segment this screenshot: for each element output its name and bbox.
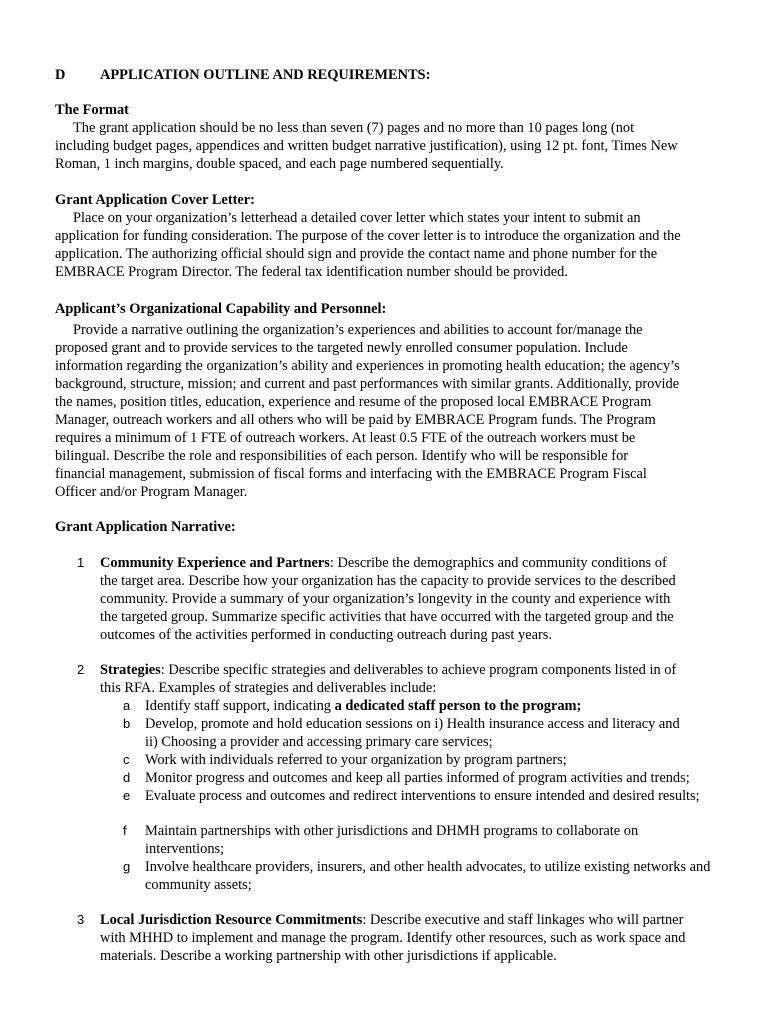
sub-letter: g — [123, 859, 131, 874]
list-item-line: materials. Describe a working partnership with other jurisdictions if applicable. — [100, 948, 557, 964]
sub-item-text: Evaluate process and outcomes and redirect interventions to ensure intended and desired results; — [145, 788, 700, 804]
sub-letter: b — [123, 716, 131, 731]
cover-letter-line: EMBRACE Program Director. The federal tax identification number should be provided. — [55, 264, 568, 280]
sub-item-text: Develop, promote and hold education sessions on i) Health insurance access and literacy and — [145, 716, 680, 732]
list-item — [100, 661, 676, 679]
capability-heading: Applicant’s Organizational Capability and Personnel: — [55, 301, 387, 317]
sub-item-text: Monitor progress and outcomes and keep all parties informed of program activities and trends; — [145, 770, 690, 786]
sub-letter: e — [123, 788, 131, 803]
list-item-title: Local Jurisdiction Resource Commitments — [100, 912, 363, 928]
list-item-line: outcomes of the activities performed in conducting outreach during past years. — [100, 627, 552, 643]
sub-letter: d — [123, 770, 131, 785]
capability-line: the names, position titles, education, experience and resume of the proposed local EMBRACE Program — [55, 394, 652, 410]
capability-line: proposed grant and to provide services to the targeted newly enrolled consumer population. Include — [55, 340, 628, 356]
list-item-line: the targeted group. Summarize specific activities that have occurred with the targeted group and the — [100, 609, 674, 625]
cover-letter-line: Place on your organization’s letterhead a detailed cover letter which states your intent to submit an — [73, 210, 641, 226]
list-item-text: : Describe the demographics and community conditions of — [329, 555, 667, 571]
capability-line: requires a minimum of 1 FTE of outreach workers. At least 0.5 FTE of the outreach workers must be — [55, 430, 636, 446]
sub-item-text: Involve healthcare providers, insurers, and other health advocates, to utilize existing networks and — [145, 859, 711, 875]
sub-item — [145, 697, 581, 715]
cover-letter-line: application. The authorizing official should sign and provide the contact name and phone number for the — [55, 246, 658, 262]
section-letter: D — [55, 67, 66, 83]
format-line: Roman, 1 inch margins, double spaced, and each page numbered sequentially. — [55, 156, 504, 172]
sub-item-continuation: ii) Choosing a provider and accessing primary care services; — [145, 734, 493, 750]
capability-line: financial management, submission of fiscal forms and interfacing with the EMBRACE Program Fiscal — [55, 466, 647, 482]
capability-line: background, structure, mission; and current and past performances with similar grants. Additionally, provide — [55, 376, 680, 392]
list-number: 3 — [77, 912, 85, 927]
sub-item-continuation: community assets; — [145, 877, 252, 893]
capability-line: Manager, outreach workers and all others who will be paid by EMBRACE Program funds. The Program — [55, 412, 656, 428]
list-item — [100, 911, 683, 929]
sub-item-text: Identify staff support, indicating — [145, 698, 335, 714]
list-item-text: : Describe specific strategies and deliverables to achieve program components listed in of — [160, 662, 677, 678]
format-heading: The Format — [55, 102, 129, 118]
capability-line: bilingual. Describe the role and responsibilities of each person. Identify who will be responsible for — [55, 448, 629, 464]
list-item-text: : Describe executive and staff linkages who will partner — [362, 912, 684, 928]
list-item-line: this RFA. Examples of strategies and deliverables include: — [100, 680, 437, 696]
list-item-line: community. Provide a summary of your organization’s longevity in the county and experience with — [100, 591, 671, 607]
list-item-title: Community Experience and Partners — [100, 555, 330, 571]
sub-item-continuation: interventions; — [145, 841, 225, 857]
sub-letter: a — [123, 698, 131, 713]
cover-letter-heading: Grant Application Cover Letter: — [55, 192, 255, 208]
capability-line: Provide a narrative outlining the organization’s experiences and abilities to account for/manage the — [73, 322, 643, 338]
narrative-heading: Grant Application Narrative: — [55, 519, 236, 535]
list-number: 1 — [77, 555, 85, 570]
cover-letter-line: application for funding consideration. The purpose of the cover letter is to introduce the organization and the — [55, 228, 681, 244]
format-line: including budget pages, appendices and written budget narrative justification), using 12 pt. font, Times New — [55, 138, 678, 154]
capability-line: information regarding the organization’s ability and experiences in promoting health education; the agency’s — [55, 358, 680, 374]
list-item-line: the target area. Describe how your organization has the capacity to provide services to the described — [100, 573, 676, 589]
list-number: 2 — [77, 662, 85, 677]
list-item — [100, 554, 667, 572]
list-item-line: with MHHD to implement and manage the program. Identify other resources, such as work space and — [100, 930, 686, 946]
format-line: The grant application should be no less than seven (7) pages and no more than 10 pages long (not — [73, 120, 635, 136]
sub-letter: f — [123, 823, 127, 838]
capability-line: Officer and/or Program Manager. — [55, 484, 248, 500]
sub-item-bold: a dedicated staff person to the program; — [334, 698, 582, 714]
section-title: APPLICATION OUTLINE AND REQUIREMENTS: — [100, 67, 431, 83]
sub-letter: c — [123, 752, 130, 767]
sub-item-text: Work with individuals referred to your organization by program partners; — [145, 752, 567, 768]
list-item-title: Strategies — [100, 662, 161, 678]
sub-item-text: Maintain partnerships with other jurisdictions and DHMH programs to collaborate on — [145, 823, 639, 839]
